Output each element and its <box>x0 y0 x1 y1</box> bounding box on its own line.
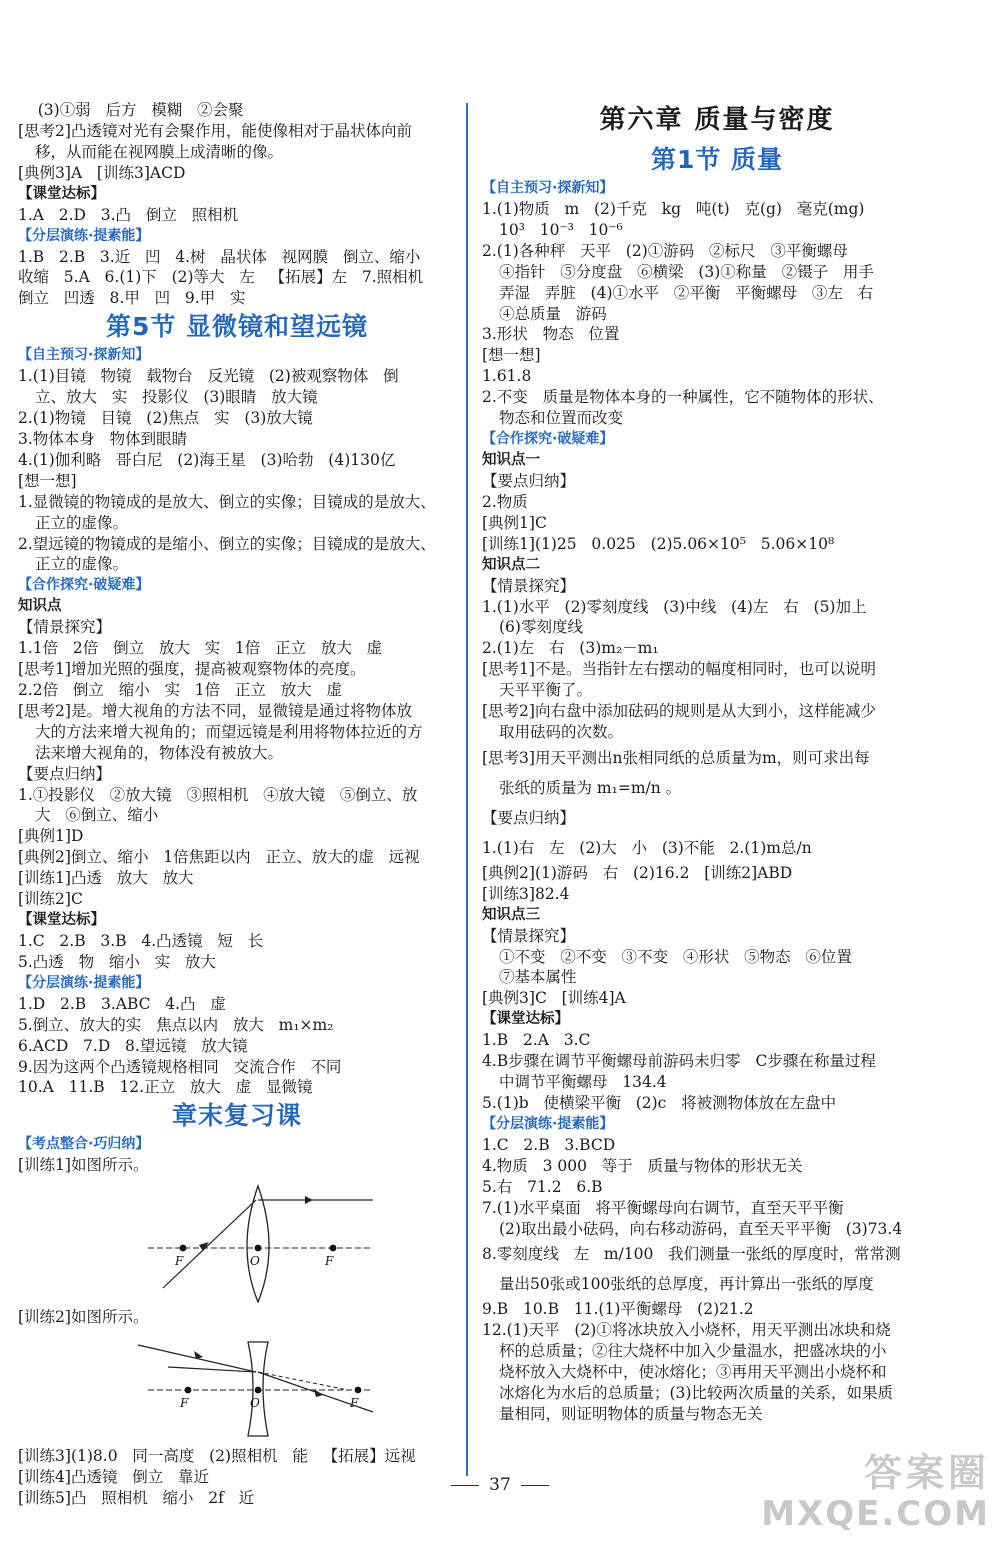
answer-line: 正立的虚像。 <box>35 555 129 574</box>
footer-dash-left <box>451 1485 479 1486</box>
answer-line: 1.B 2.B 3.近 凹 4.树 晶状体 视网膜 倒立、缩小 <box>18 247 421 266</box>
answer-line: (2)取出最小砝码，向右移动游码，直至天平平衡 (3)73.4 <box>499 1219 903 1238</box>
answer-line: 张纸的质量为 m₁=m/n 。 <box>499 778 682 797</box>
subheading: 【课堂达标】 <box>482 1011 569 1028</box>
focus-point <box>180 1245 187 1252</box>
watermark <box>761 1451 990 1533</box>
answer-line: [训练5]凸 照相机 缩小 2f 近 <box>18 1488 255 1507</box>
answer-line: 立、放大 实 投影仪 (3)眼睛 放大镜 <box>35 388 318 407</box>
answer-line: 2.2倍 倒立 缩小 实 1倍 正立 放大 虚 <box>18 681 342 700</box>
subheading: 【课堂达标】 <box>18 912 105 928</box>
answer-line: 1.显微镜的物镜成的是放大、倒立的实像；目镜成的是放大、 <box>18 492 436 511</box>
answer-line: 1.(1)目镜 物镜 载物台 反光镜 (2)被观察物体 倒 <box>18 367 399 386</box>
section-tag: 【分层演练·提素能】 <box>18 227 150 244</box>
answer-line: 倒立 凹透 8.甲 凹 9.甲 实 <box>18 289 246 308</box>
answer-line: [典例1]C <box>482 513 547 532</box>
chapter-heading: 第六章 质量与密度 <box>599 105 835 135</box>
answer-line: 3.物体本身 物体到眼睛 <box>18 429 188 448</box>
answer-line: [思考3]用天平测出n张相同纸的总质量为m，则可求出每 <box>482 748 870 767</box>
watermark-line2: MXQE.COM <box>761 1494 990 1534</box>
subheading: 知识点 <box>18 598 62 615</box>
answer-line: 9.B 10.B 11.(1)平衡螺母 (2)21.2 <box>482 1300 754 1319</box>
answer-line: [训练2]如图所示。 <box>18 1308 149 1327</box>
focus-label: F <box>180 1396 189 1411</box>
right-column <box>482 100 952 1425</box>
subheading: 知识点一 <box>482 451 540 468</box>
answer-line: 4.物质 3 000 等于 质量与物体的形状无关 <box>482 1156 803 1175</box>
answer-line: [训练3]82.4 <box>482 884 570 903</box>
answer-line: 1.(1)水平 (2)零刻度线 (3)中线 (4)左 右 (5)加上 <box>482 597 867 616</box>
answer-line: [训练3](1)8.0 同一高度 (2)照相机 能 【拓展】远视 <box>18 1447 416 1466</box>
answer-line: 1.①投影仪 ②放大镜 ③照相机 ④放大镜 ⑤倒立、放 <box>18 785 418 804</box>
answer-line: 量出50张或100张纸的总厚度，再计算出一张纸的厚度 <box>499 1275 874 1294</box>
answer-line: 1.C 2.B 3.BCD <box>482 1135 616 1154</box>
section-tag: 【自主预习·探新知】 <box>482 180 614 196</box>
answer-line: [思考2]向右盘中添加砝码的规则是从大到小，这样能减少 <box>482 702 876 721</box>
focus-label: F <box>350 1396 359 1411</box>
answer-line: 1.B 2.A 3.C <box>482 1031 591 1050</box>
answer-line: 大的方法来增大视角的；而望远镜是利用将物体拉近的方 <box>35 722 423 741</box>
answer-line: 【要点归纳】 <box>482 471 576 490</box>
answer-line: 3.形状 物态 位置 <box>482 325 620 344</box>
optical-center-point <box>255 1387 262 1394</box>
answer-line: 【要点归纳】 <box>482 808 576 827</box>
answer-line: 1.A 2.D 3.凸 倒立 照相机 <box>18 205 239 224</box>
subheading: 知识点三 <box>482 906 540 923</box>
answer-line: ④总质量 游码 <box>499 304 607 323</box>
answer-line: 5.(1)b 使横梁平衡 (2)c 将被测物体放在左盘中 <box>482 1094 837 1112</box>
answer-line: ①不变 ②不变 ③不变 ④形状 ⑤物态 ⑥位置 <box>499 947 852 966</box>
answer-line: [典例3]C [训练4]A <box>482 989 626 1008</box>
answer-line: 1.(1)右 左 (2)大 小 (3)不能 2.(1)m总/n <box>482 838 812 857</box>
answer-line: [训练2]C <box>18 890 83 909</box>
answer-line: 2.物质 <box>482 492 528 511</box>
optical-center-label: O <box>250 1254 260 1269</box>
answer-line: [典例2](1)游码 右 (2)16.2 [训练2]ABD <box>482 863 793 882</box>
answer-line: 5.倒立、放大的实 焦点以内 放大 m₁×m₂ <box>18 1015 334 1034</box>
answer-line: (6)零刻度线 <box>499 618 583 637</box>
answer-line: 大 ⑥倒立、缩小 <box>35 806 159 825</box>
answer-line: 收缩 5.A 6.(1)下 (2)等大 左 【拓展】左 7.照相机 <box>18 268 424 287</box>
subheading: 【课堂达标】 <box>18 185 105 202</box>
focus-point <box>355 1387 362 1394</box>
answer-line: [想一想] <box>482 346 541 365</box>
focus-point <box>330 1245 337 1252</box>
answer-line: 4.(1)伽利略 哥白尼 (2)海王星 (3)哈勃 (4)130亿 <box>18 450 396 469</box>
answer-line: 【情景探究】 <box>482 576 576 595</box>
optical-center-point <box>255 1245 262 1252</box>
answer-line: 1.C 2.B 3.B 4.凸透镜 短 长 <box>18 932 264 950</box>
optical-center-label: O <box>250 1396 260 1411</box>
answer-line: 7.(1)水平桌面 将平衡螺母向右调节，直至天平平衡 <box>482 1198 844 1217</box>
answer-line: 4.B步骤在调节平衡螺母前游码未归零 C步骤在称量过程 <box>482 1052 876 1071</box>
incident-ray <box>163 1200 256 1288</box>
answer-line: 1.61.8 <box>482 367 532 386</box>
watermark-line1: 答案圈 <box>863 1451 990 1495</box>
answer-line: 12.(1)天平 (2)①将冰块放入小烧杯，用天平测出冰块和烧 <box>482 1321 891 1340</box>
answer-line: 取用砝码的次数。 <box>499 722 624 741</box>
answer-line: 量相同，则证明物体的质量与物态无关 <box>499 1404 763 1423</box>
answer-line: 10³ 10⁻³ 10⁻⁶ <box>499 220 623 239</box>
focus-label: F <box>325 1254 334 1269</box>
section-heading: 章末复习课 <box>171 1101 302 1131</box>
answer-line: 天平平衡了。 <box>499 681 593 700</box>
answer-line: [思考2]凸透镜对光有会聚作用，能使像相对于晶状体向前 <box>18 121 412 140</box>
answer-line: 弄湿 弄脏 (4)①水平 ②平衡 平衡螺母 ③左 右 <box>499 283 874 302</box>
answer-line: 正立的虚像。 <box>35 513 129 532</box>
section-tag: 【合作探究·破疑难】 <box>18 577 150 594</box>
section-tag: 【考点整合·巧归纳】 <box>18 1136 150 1153</box>
answer-line: 冰熔化为水后的总质量；(3)比较两次质量的关系，如果质 <box>499 1384 893 1403</box>
answer-line: 物态和位置而改变 <box>499 409 624 428</box>
answer-line: ⑦基本属性 <box>499 968 577 987</box>
answer-line: [典例1]D <box>18 827 84 846</box>
convex-lens-diagram <box>108 1178 408 1303</box>
answer-line: (3)①弱 后方 模糊 ②会聚 <box>18 101 244 119</box>
footer-dash-right <box>521 1485 549 1486</box>
answer-line: 【情景探究】 <box>18 618 112 637</box>
subheading: 知识点二 <box>482 556 540 573</box>
section-tag: 【自主预习·探新知】 <box>18 347 150 364</box>
focus-point <box>185 1387 192 1394</box>
answer-line: 10.A 11.B 12.正立 放大 虚 显微镜 <box>18 1078 313 1097</box>
answer-line: 9.因为这两个凸透镜规格相同 交流合作 不同 <box>18 1057 342 1076</box>
answer-line: 【情景探究】 <box>482 926 576 945</box>
answer-line: 杯的总质量；②往大烧杯中加入少量温水，把盛冰块的小 <box>499 1342 887 1361</box>
answer-line: [典例2]倒立、缩小 1倍焦距以内 正立、放大的虚 远视 <box>18 848 420 867</box>
answer-line: [训练4]凸透镜 倒立 靠近 <box>18 1468 210 1487</box>
answer-line: [训练1]如图所示。 <box>18 1156 149 1175</box>
page-number: 37 <box>489 1475 511 1495</box>
answer-line: 2.(1)各种秤 天平 (2)①游码 ②标尺 ③平衡螺母 <box>482 241 848 260</box>
left-column <box>18 100 456 1509</box>
arrow-head-icon <box>305 1196 313 1204</box>
convex-lens-shape <box>247 1186 269 1302</box>
answer-line: 【要点归纳】 <box>18 764 112 783</box>
section-heading: 第5节 显微镜和望远镜 <box>105 312 369 342</box>
answer-line: 2.不变 质量是物体本身的一种属性，它不随物体的形状、 <box>482 388 884 407</box>
answer-line: [思考1]增加光照的强度，提高被观察物体的亮度。 <box>18 660 366 679</box>
answer-line: [思考2]是。增大视角的方法不同，显微镜是通过将物体放 <box>18 701 412 720</box>
answer-line: 法来增大视角的，物体没有被放大。 <box>35 743 284 762</box>
answer-line: 烧杯放入大烧杯中，使冰熔化；③再用天平测出小烧杯和 <box>499 1363 887 1382</box>
concave-lens-diagram <box>108 1330 408 1442</box>
answer-line: 1.(1)物质 m (2)千克 kg 吨(t) 克(g) 毫克(mg) <box>482 200 865 218</box>
answer-line: 5.右 71.2 6.B <box>482 1177 603 1196</box>
answer-line: ④指针 ⑤分度盘 ⑥横梁 (3)①称量 ②镊子 用手 <box>499 262 874 281</box>
answer-line: 移，从而能在视网膜上成清晰的像。 <box>35 142 284 161</box>
answer-line: [训练1]凸透 放大 放大 <box>18 869 194 888</box>
answer-line: [思考1]不是。当指针左右摆动的幅度相同时，也可以说明 <box>482 660 876 679</box>
section-tag: 【分层演练·提素能】 <box>482 1115 614 1132</box>
column-divider <box>466 103 468 1476</box>
section-tag: 【分层演练·提素能】 <box>18 974 150 991</box>
answer-line: 6.ACD 7.D 8.望远镜 放大镜 <box>18 1036 248 1055</box>
answer-line: [典例3]A [训练3]ACD <box>18 163 186 182</box>
focus-label: F <box>175 1254 184 1269</box>
section-tag: 【合作探究·破疑难】 <box>482 430 614 447</box>
answer-line: 1.1倍 2倍 倒立 放大 实 1倍 正立 放大 虚 <box>18 639 383 658</box>
answer-line: 8.零刻度线 左 m/100 我们测量一张纸的厚度时，常常测 <box>482 1245 901 1264</box>
answer-line: 中调节平衡螺母 134.4 <box>499 1073 667 1092</box>
answer-line: 2.(1)物镜 目镜 (2)焦点 实 (3)放大镜 <box>18 409 313 428</box>
answer-line: 5.凸透 物 缩小 实 放大 <box>18 952 216 971</box>
answer-line: 1.D 2.B 3.ABC 4.凸 虚 <box>18 994 226 1013</box>
answer-line: [想一想] <box>18 471 77 490</box>
section-heading: 第1节 质量 <box>650 145 784 174</box>
answer-line: [训练1](1)25 0.025 (2)5.06×10⁵ 5.06×10⁸ <box>482 534 835 553</box>
answer-line: 2.(1)左 右 (3)m₂－m₁ <box>482 639 659 658</box>
answer-line: 2.望远镜的物镜成的是缩小、倒立的实像；目镜成的是放大、 <box>18 534 436 553</box>
